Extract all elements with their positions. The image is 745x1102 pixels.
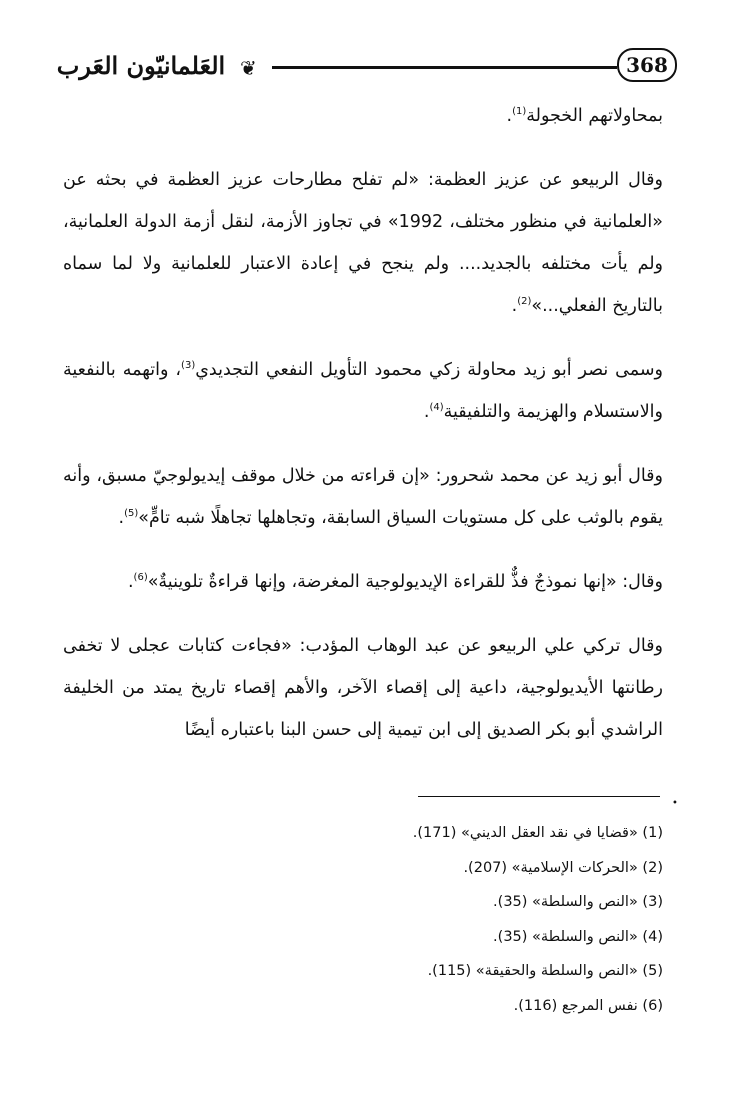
- paragraph-text: وسمى نصر أبو زيد محاولة زكي محمود التأويل النفعي التجديدي: [195, 360, 663, 380]
- footnotes: [63, 816, 663, 1023]
- footnote-divider: [418, 796, 660, 797]
- footnote-ref: (4): [429, 402, 444, 414]
- paragraph: [63, 159, 663, 327]
- footnote: (4) «النص والسلطة» (35).: [493, 928, 663, 945]
- paragraph-text: وقال الربيعو عن عزيز العظمة: «لم تفلح مطارحات عزيز العظمة في بحثه عن «العلمانية في منظور مختلف، 1992» في تجاوز الأزمة، لنقل أزمة الدولة العلمانية، ولم يأت مختلفه بالجديد.... ولم ينجح في إعادة الاعتبار للعلمانية ولا لما سماه بالتاريخ الفعلي...»: [63, 170, 663, 316]
- footnote-ref: (1): [512, 106, 527, 118]
- footnote: (2) «الحركات الإسلامية» (207).: [463, 859, 663, 876]
- paragraph: [63, 455, 663, 539]
- footnote: (3) «النص والسلطة» (35).: [493, 894, 663, 910]
- page-header: [22, 40, 722, 96]
- paragraph-text: بمحاولاتهم الخجولة: [526, 106, 663, 126]
- footnote-ref: (3): [181, 360, 196, 372]
- paragraph-tail: .: [506, 106, 513, 126]
- paragraph-text: وقال أبو زيد عن محمد شحرور: «إن قراءته من خلال موقف إيديولوجيّ مسبق، وأنه يقوم بالوثب على كل مستويات السياق السابقة، وتجاهلها تجاهلًا شبه تامٍّ»: [63, 466, 663, 528]
- book-title: العَلمانيّون العَرب: [56, 51, 226, 80]
- paragraph: [63, 95, 663, 137]
- page-number: 368: [617, 48, 677, 82]
- stray-mark: •: [672, 798, 678, 809]
- footnote: (5) «النص والسلطة والحقيقة» (115).: [427, 963, 663, 979]
- footnote: (6) نفس المرجع (116).: [513, 997, 663, 1014]
- paragraph-tail: .: [127, 572, 134, 592]
- footnote-ref: (2): [517, 296, 532, 308]
- paragraph-text: وقال تركي علي الربيعو عن عبد الوهاب المؤدب: «فجاءت كتابات عجلى لا تخفى رطانتها الأيديولوجية، داعية إلى إقصاء الآخر، والأهم إقصاء تاريخ يمتد من الخليفة الراشدي أبو بكر الصديق إلى ابن تيمية إلى حسن البنا باعتباره أيضًا: [63, 636, 663, 740]
- paragraph-tail: ، واتهمه بالنفعية والاستسلام والهزيمة والتلفيقية: [63, 360, 663, 422]
- footnote-ref: (5): [124, 508, 139, 520]
- header-rule: [272, 66, 617, 69]
- paragraph: [63, 561, 663, 603]
- paragraph-tail: .: [423, 402, 430, 422]
- paragraph-tail: .: [118, 508, 125, 528]
- ornament-icon: ❦: [240, 56, 257, 80]
- paragraph: [63, 625, 663, 751]
- paragraph-tail: .: [511, 296, 518, 316]
- page-body: [63, 95, 663, 751]
- footnote: (1) «قضايا في نقد العقل الديني» (171).: [412, 825, 663, 841]
- paragraph-text: وقال: «إنها نموذجٌ فذٌّ للقراءة الإيديولوجية المغرضة، وإنها قراءةٌ تلوينيةٌ»: [147, 572, 663, 592]
- paragraph: [63, 349, 663, 433]
- footnote-ref: (6): [133, 572, 148, 584]
